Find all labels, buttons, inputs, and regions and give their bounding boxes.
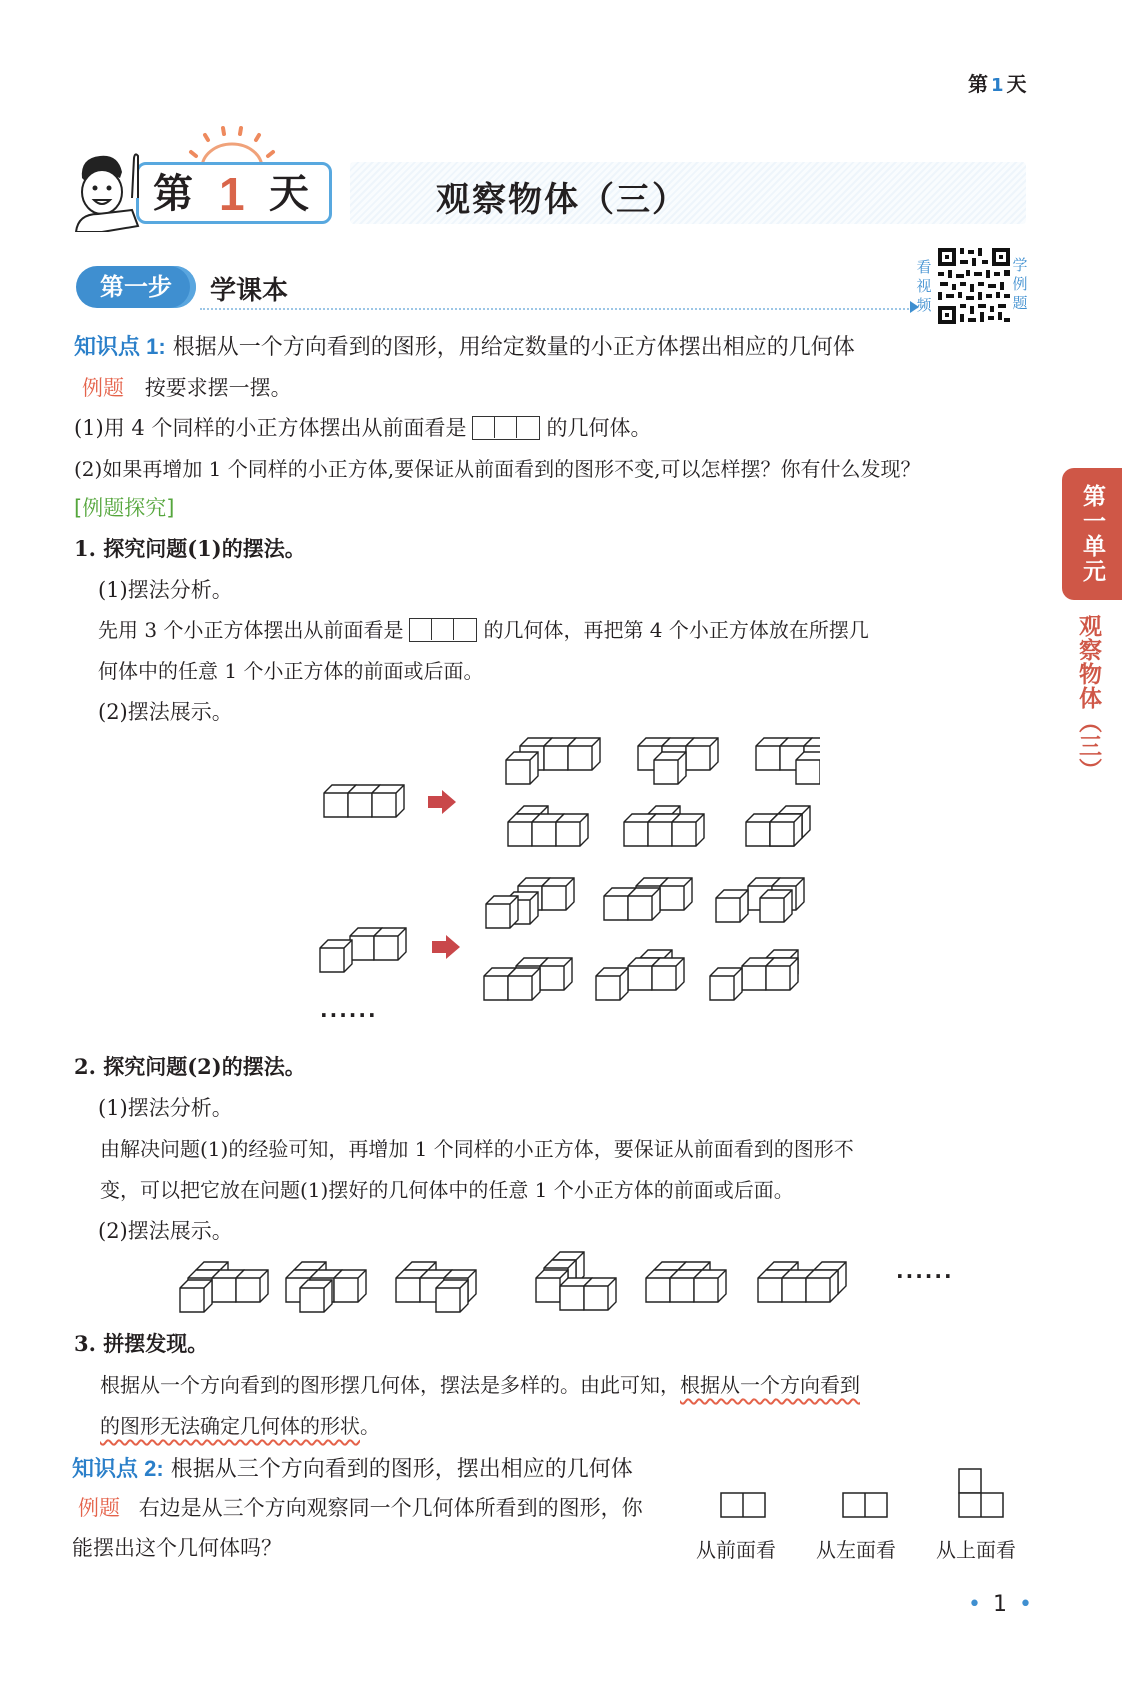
part3-line1: 根据从一个方向看到的图形摆几何体，摆法是多样的。由此可知，根据从一个方向看到 [100,1373,860,1397]
part1-cube-arrangements [300,720,820,1030]
base-row-cubes [324,785,404,817]
dotted-divider [200,308,912,310]
part1-sub1: (1)摆法分析。 [98,578,233,602]
three-square-front-view [409,618,477,642]
base-offset-cubes [320,928,406,972]
question-1: (1)用 4 个同样的小正方体摆出从前面看是 的几何体。 [74,416,652,440]
part2-analysis-line1: 由解决问题(1)的经验可知，再增加 1 个同样的小正方体，要保证从前面看到的图形不 [100,1137,854,1161]
explore-tag: [例题探究] [74,496,175,520]
dot-icon: • [968,1592,981,1617]
qr-caption-study-example: 学 例 题 [1012,256,1028,312]
part2-analysis-line2: 变，可以把它放在问题(1)摆好的几何体中的任意 1 个小正方体的前面或后面。 [100,1178,794,1202]
three-square-front-view [472,416,540,440]
more-ellipsis: ······ [896,1264,954,1288]
part1-heading: 1. 探究问题(1)的摆法。 [74,536,306,561]
example-2-line2: 能摆出这个几何体吗？ [72,1536,282,1560]
unit-tab[interactable]: 第一单元 [1062,468,1122,600]
qr-code-icon[interactable] [936,246,1012,326]
part3-line2: 的图形无法确定几何体的形状。 [100,1414,380,1438]
part2-sub2: (2)摆法展示。 [98,1219,233,1243]
example-tag: 例题 [78,1496,120,1520]
more-ellipsis: ······ [320,1003,378,1027]
qr-caption-watch-video: 看 视 频 [916,258,932,314]
part1-sub2: (2)摆法展示。 [98,700,233,724]
example-tag: 例题 [82,376,124,400]
part2-cube-arrangements [170,1250,930,1320]
top-view-figure [958,1468,1004,1518]
key-conclusion: 根据从一个方向看到 [680,1373,860,1397]
example-1: 例题 按要求摆一摆。 [82,376,292,400]
step-badge: 第一步 [76,266,196,308]
unit-topic: 观察物体（三） [1075,614,1101,782]
example-2: 例题 右边是从三个方向观察同一个几何体所看到的图形，你 [78,1496,643,1520]
part2-sub1: (1)摆法分析。 [98,1096,233,1120]
key-conclusion: 的图形无法确定几何体的形状 [100,1414,360,1438]
boy-mascot-icon [72,148,150,232]
part3-heading: 3. 拼摆发现。 [74,1331,209,1356]
part1-analysis-line1: 先用 3 个小正方体摆出从前面看是 的几何体，再把第 4 个小正方体放在所摆几 [98,618,869,642]
view-label-left: 从左面看 [816,1538,896,1562]
question-2: (2)如果再增加 1 个同样的小正方体,要保证从前面看到的图形不变,可以怎样摆？你有什么发现？ [74,457,921,481]
arrow-right-icon [428,790,456,814]
knowledge-point-2: 知识点 2: 根据从三个方向看到的图形，摆出相应的几何体 [72,1456,633,1482]
day-title-box: 第 1 天 [136,162,332,224]
arrow-right-icon [432,935,460,959]
part2-heading: 2. 探究问题(2)的摆法。 [74,1054,306,1079]
page-title: 观察物体（三） [436,180,688,220]
running-header: 第 1 天 [968,72,1028,96]
front-view-figure [720,1492,766,1518]
left-view-figure [842,1492,888,1518]
page-number: • 1 • [968,1592,1032,1617]
dot-icon: • [1018,1592,1032,1617]
knowledge-point-1: 知识点 1: 根据从一个方向看到的图形，用给定数量的小正方体摆出相应的几何体 [74,334,855,360]
part1-analysis-line2: 何体中的任意 1 个小正方体的前面或后面。 [98,659,484,683]
view-label-front: 从前面看 [696,1538,776,1562]
view-label-top: 从上面看 [936,1538,1016,1562]
step-label: 学课本 [210,276,289,306]
